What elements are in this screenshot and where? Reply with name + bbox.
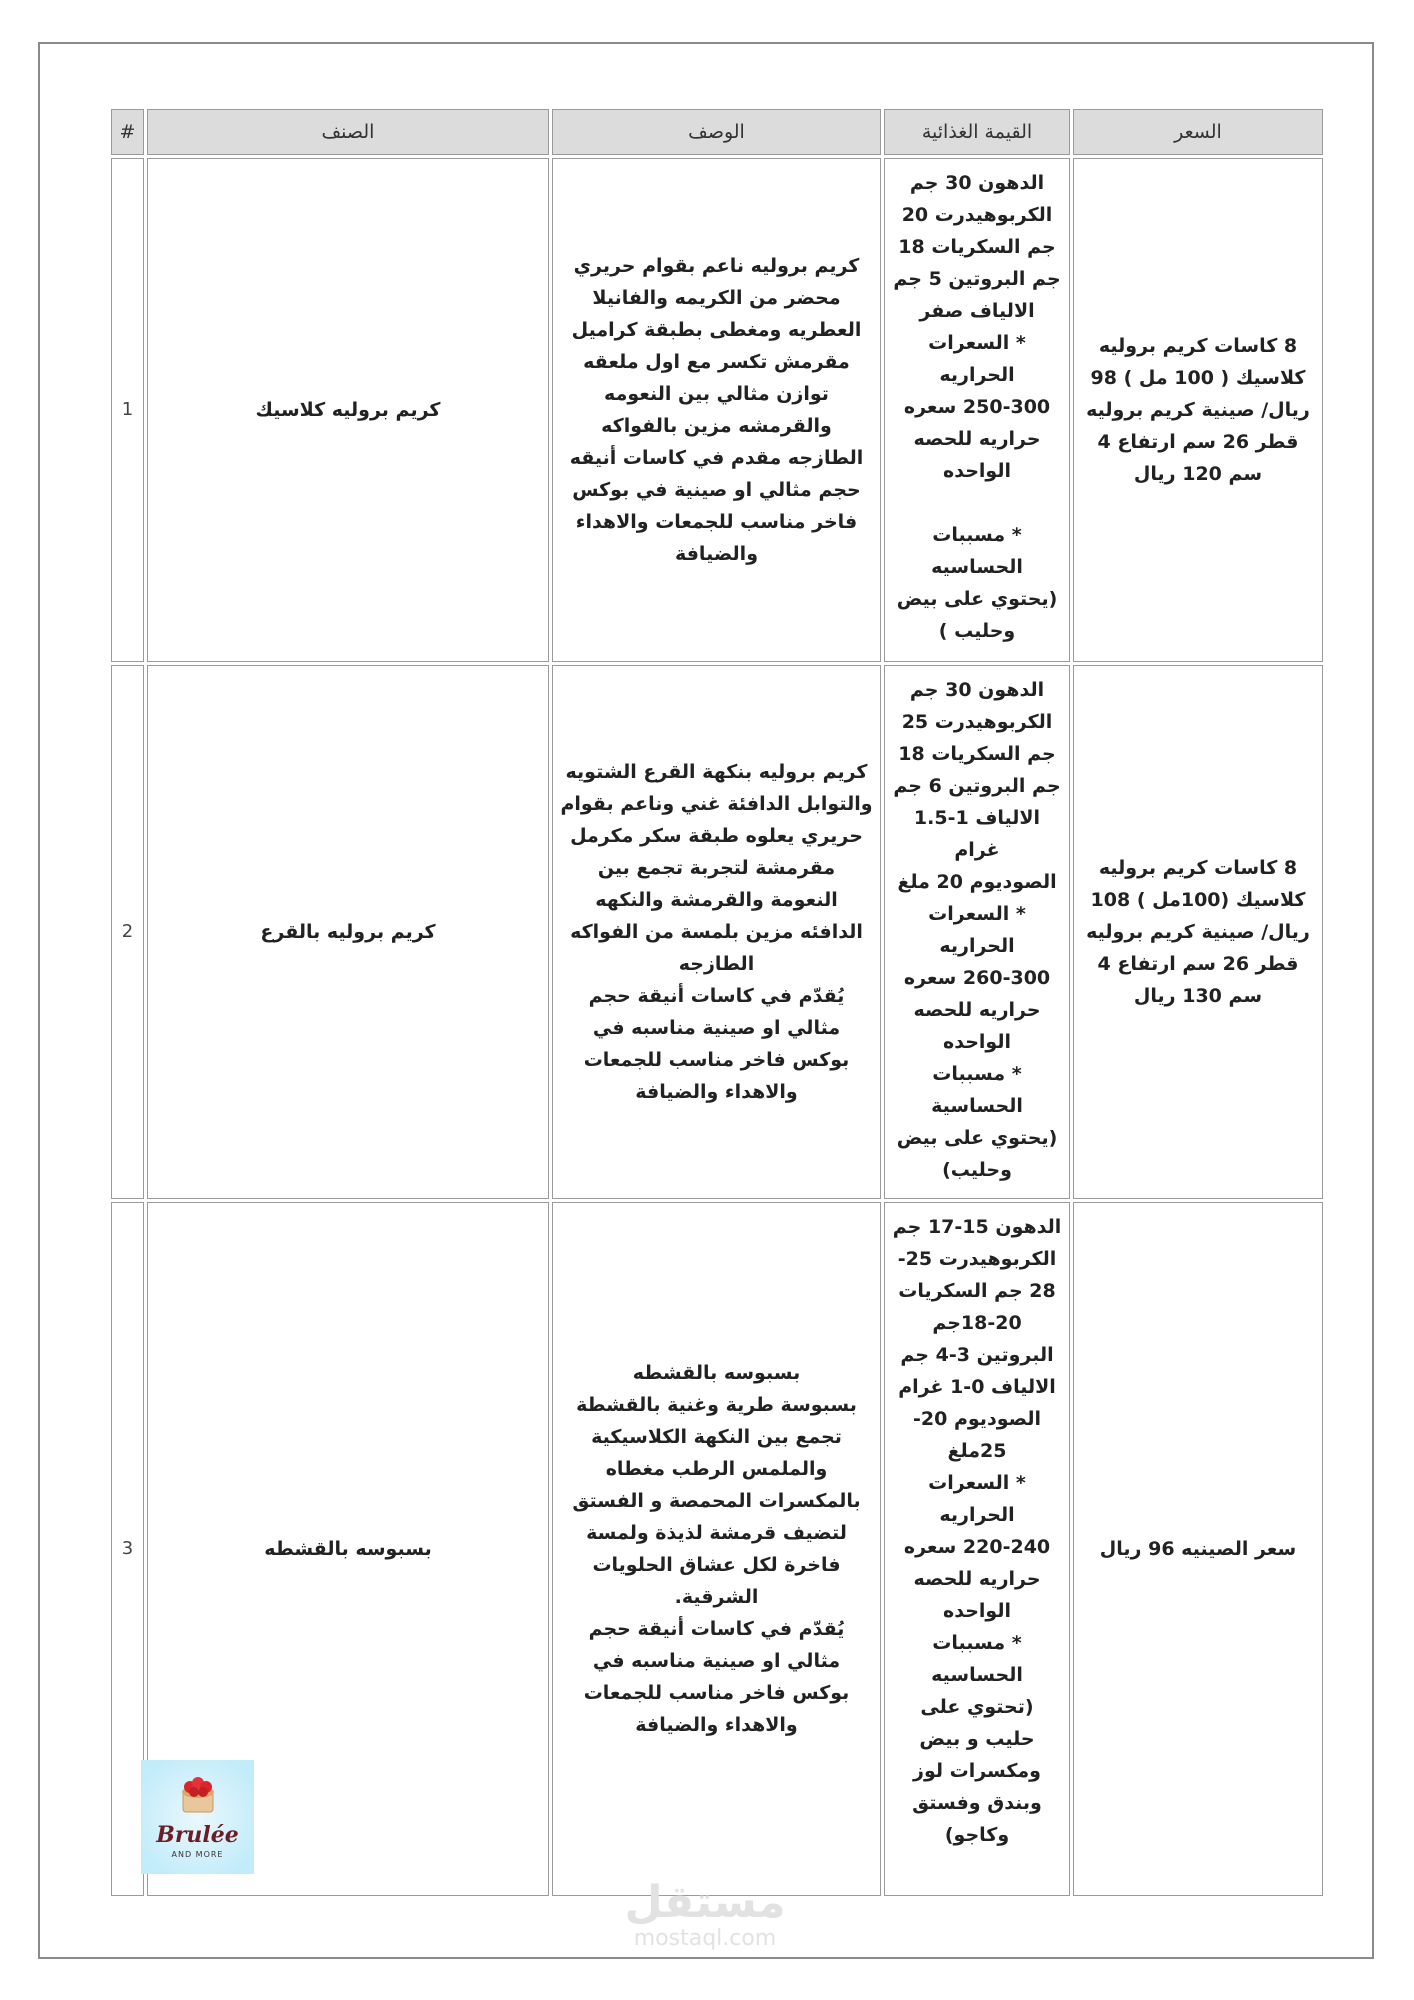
item-price: 8 كاسات كريم بروليه كلاسيك ( 100 مل ) 98 ريال/ صينية كريم بروليه قطر 26 سم ارتفاع 4 سم 120 ريال bbox=[1073, 158, 1323, 662]
header-description: الوصف bbox=[552, 109, 881, 155]
item-nutrition: الدهون 15-17 جم الكربوهيدرت 25- 28 جم السكريات 18-20جم البروتين 3-4 جم الالياف 0-1 غرام الصوديوم 20- 25ملغ * السعرات الحراريه 220-240 سعره حراريه للحصه الواحده * مسببات الحساسيه (تحتوي على حليب و بيض ومكسرات لوز وبندق وفستق وكاجو) bbox=[884, 1202, 1070, 1896]
row-number: 3 bbox=[111, 1202, 144, 1896]
item-description: كريم بروليه بنكهة القرع الشتويه والتوابل الدافئة غني وناعم بقوام حريري يعلوه طبقة سكر مكرمل مقرمشة لتجربة تجمع بين النعومة والقرمشة والنكهه الدافئه مزين بلمسة من الفواكه الطازجه يُقدّم في كاسات أنيقة حجم مثالي او صينية مناسبه في بوكس فاخر مناسب للجمعات والاهداء والضيافة bbox=[552, 665, 881, 1199]
table-header-row bbox=[111, 109, 1323, 155]
header-nutrition: القيمة الغذائية bbox=[884, 109, 1070, 155]
menu-table bbox=[108, 106, 1326, 1899]
logo-brand-text: Brulée bbox=[156, 1822, 239, 1848]
item-price: سعر الصينيه 96 ريال bbox=[1073, 1202, 1323, 1896]
watermark-arabic: مستقل bbox=[624, 1877, 786, 1928]
header-number: # bbox=[111, 109, 144, 155]
table-row bbox=[111, 158, 1323, 662]
row-number: 1 bbox=[111, 158, 144, 662]
item-name: كريم بروليه كلاسيك bbox=[147, 158, 549, 662]
row-number: 2 bbox=[111, 665, 144, 1199]
item-description: كريم بروليه ناعم بقوام حريري محضر من الكريمه والفانيلا العطريه ومغطى بطبقة كراميل مقرمش تكسر مع اول ملعقه توازن مثالي بين النعومه والقرمشه مزين بالفواكه الطازجه مقدم في كاسات أنيقه حجم مثالي او صينية في بوكس فاخر مناسب للجمعات والاهداء والضيافة bbox=[552, 158, 881, 662]
table-row bbox=[111, 665, 1323, 1199]
header-price: السعر bbox=[1073, 109, 1323, 155]
tart-icon bbox=[177, 1772, 219, 1816]
item-name: بسبوسه بالقشطه bbox=[147, 1202, 549, 1896]
mostaql-watermark bbox=[615, 1877, 795, 1952]
item-nutrition: الدهون 30 جم الكربوهيدرت 20 جم السكريات 18 جم البروتين 5 جم الالياف صفر * السعرات الحراريه 250-300 سعره حراريه للحصه الواحده * مسببات الحساسيه (يحتوي على بيض وحليب ) bbox=[884, 158, 1070, 662]
item-nutrition: الدهون 30 جم الكربوهيدرت 25 جم السكريات 18 جم البروتين 6 جم الالياف 1-1.5 غرام الصوديوم 20 ملغ * السعرات الحراريه 260-300 سعره حراريه للحصه الواحده * مسببات الحساسية (يحتوي على بيض وحليب) bbox=[884, 665, 1070, 1199]
table-row bbox=[111, 1202, 1323, 1896]
header-item: الصنف bbox=[147, 109, 549, 155]
watermark-latin: mostaql.com bbox=[633, 1926, 777, 1951]
brulee-logo bbox=[141, 1760, 254, 1874]
item-name: كريم بروليه بالقرع bbox=[147, 665, 549, 1199]
item-price: 8 كاسات كريم بروليه كلاسيك (100مل ) 108 ريال/ صينية كريم بروليه قطر 26 سم ارتفاع 4 سم 130 ريال bbox=[1073, 665, 1323, 1199]
item-description: بسبوسه بالقشطه بسبوسة طرية وغنية بالقشطة تجمع بين النكهة الكلاسيكية والملمس الرطب مغطاه بالمكسرات المحمصة و الفستق لتضيف قرمشة لذيذة ولمسة فاخرة لكل عشاق الحلويات الشرقية. يُقدّم في كاسات أنيقة حجم مثالي او صينية مناسبه في بوكس فاخر مناسب للجمعات والاهداء والضيافة bbox=[552, 1202, 881, 1896]
logo-subtitle: AND MORE bbox=[171, 1850, 224, 1859]
